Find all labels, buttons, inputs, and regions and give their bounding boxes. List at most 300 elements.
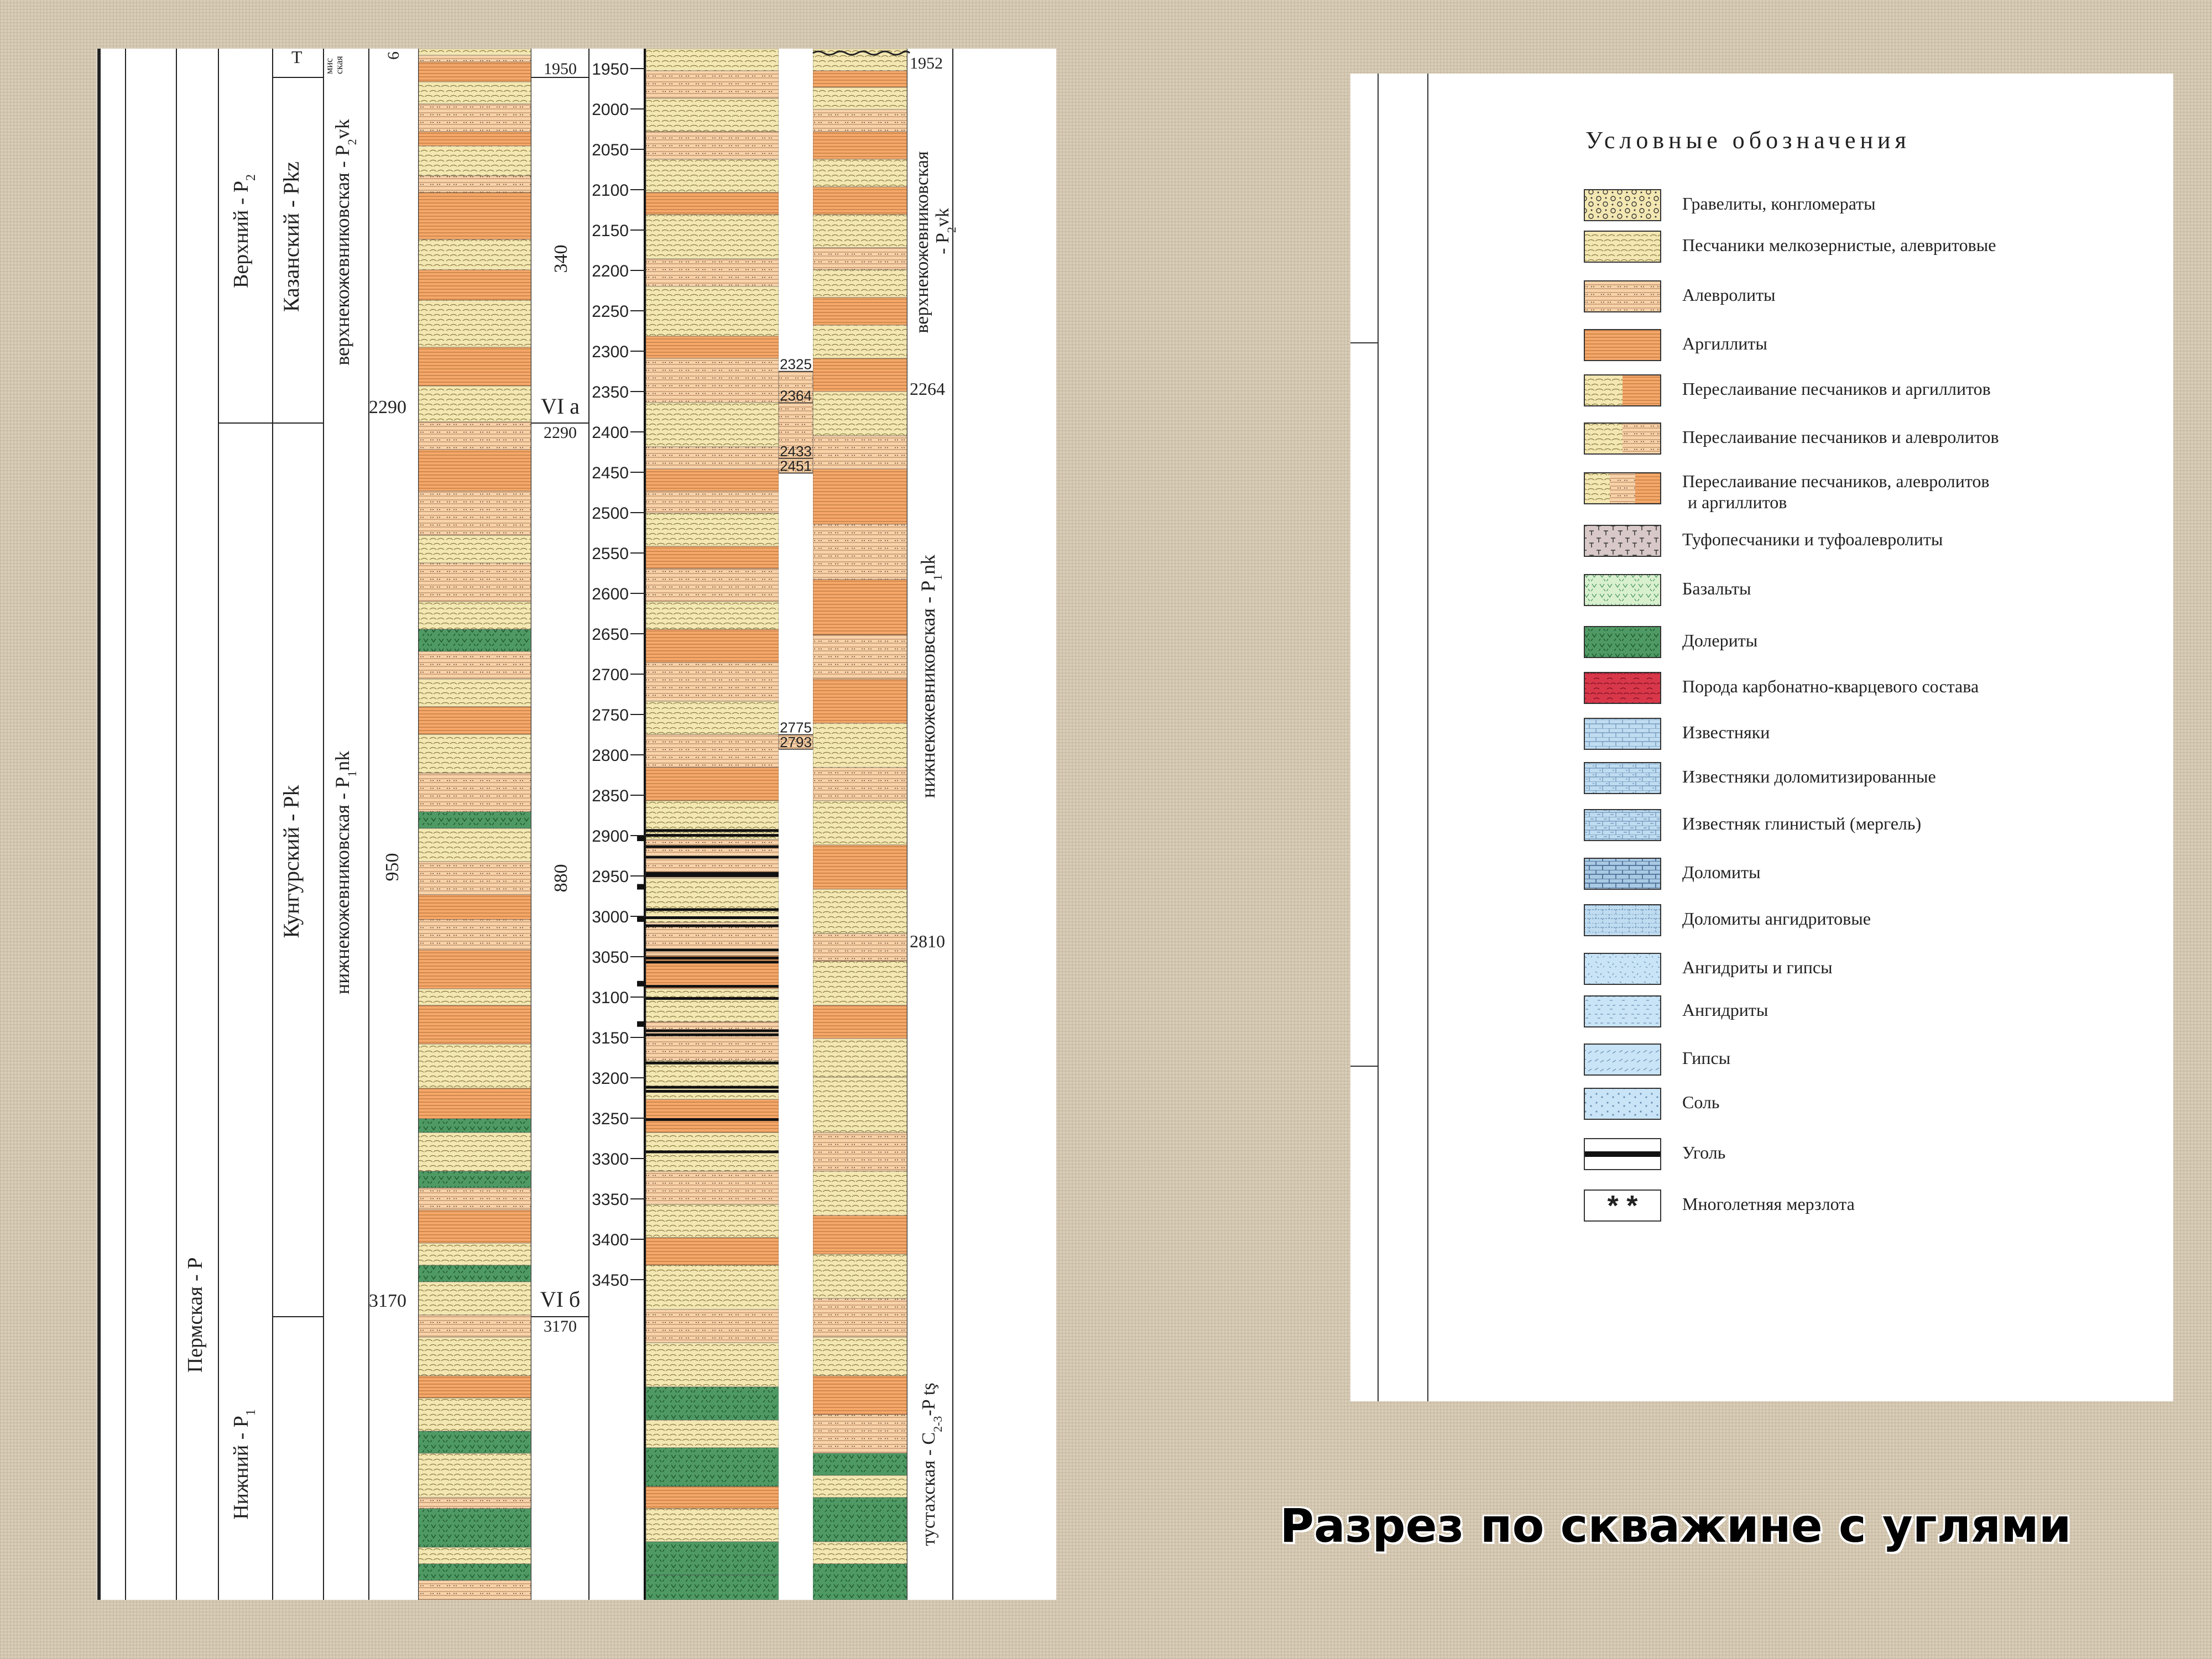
legend-label: Гравелиты, конгломераты: [1682, 194, 1876, 213]
legend-item: [1584, 763, 1936, 794]
lithology-layer: [646, 192, 779, 215]
legend-item: [1584, 996, 1768, 1027]
depth-tick-label: 3400: [592, 1231, 629, 1249]
lithology-layer: [646, 546, 779, 568]
depth-tick-label: 2150: [592, 222, 629, 240]
lithology-layer: [646, 49, 779, 71]
lithology-layer: [646, 1486, 779, 1509]
lithology-layer: [419, 989, 531, 1005]
legend-item: [1584, 375, 1991, 406]
coal-seam: [646, 834, 779, 837]
depth-tick-label: 3200: [592, 1070, 629, 1088]
coal-seam: [646, 957, 779, 959]
legend-label: Долериты: [1682, 630, 1758, 650]
legend-item: [1584, 1190, 1855, 1222]
lithology-layer: [419, 773, 531, 812]
depth-tick-label: 2100: [592, 181, 629, 200]
lithology-layer: [646, 1061, 779, 1099]
borehole-section-diagram: [97, 49, 1056, 1600]
legend-item: [1584, 810, 1921, 841]
depth-tick-label: 2500: [592, 504, 629, 523]
legend-swatch: [1584, 281, 1661, 312]
lithology-layer: [646, 1343, 779, 1387]
lithology-column-2: [646, 49, 779, 1600]
depth-tick-label: 2200: [592, 262, 629, 280]
lithology-layer: [419, 629, 531, 651]
legend-swatch: [1584, 905, 1661, 936]
legend-label: Доломиты: [1682, 862, 1761, 882]
lithology-layer: [646, 602, 779, 629]
horizon-a-base: 2290: [544, 424, 577, 442]
legend-panel: [1350, 74, 2173, 1401]
lithology-layer: [813, 1453, 907, 1475]
depth-tick-label: 2250: [592, 302, 629, 321]
lithology-layer: [813, 1498, 907, 1542]
lithology-layer: [419, 1398, 531, 1431]
depth-tick-label: 3450: [592, 1271, 629, 1290]
legend-swatch: [1584, 718, 1661, 749]
lithology-layer: [813, 723, 907, 768]
lithology-layer: [813, 889, 907, 933]
legend-swatch: [1584, 1044, 1661, 1075]
lithology-layer: [813, 109, 907, 132]
lithology-layer: [419, 734, 531, 773]
legend-swatch: [1584, 810, 1661, 841]
lithology-layer: [646, 1387, 779, 1420]
lithology-column-3: [813, 49, 907, 1600]
coal-seam: [646, 829, 779, 832]
legend-label: Переслаивание песчаников, алевролитов: [1682, 471, 1990, 491]
legend-swatch: [1610, 473, 1635, 504]
legend-swatch: [1584, 672, 1661, 703]
lithology-layer: [813, 679, 907, 723]
lithology-layer: [419, 55, 531, 62]
coal-seam-spine: [637, 884, 646, 890]
lithology-layer: [646, 215, 779, 259]
lithology-layer: [419, 1547, 531, 1564]
coal-seam: [646, 846, 779, 848]
formation-vk-label: верхнекожевниковская - $P_2vk$: [331, 119, 359, 366]
lithology-layer: [813, 961, 907, 1005]
top-fragment-1: мис: [324, 58, 335, 74]
depth-tick-label: 2000: [592, 101, 629, 119]
lithology-layer: [419, 239, 531, 270]
lithology-layer: [813, 215, 907, 248]
horizon-a-thickness: 340: [551, 244, 571, 273]
lithology-layer: [419, 347, 531, 386]
lithology-layer: [646, 336, 779, 358]
coal-seam: [646, 961, 779, 963]
coal-seam: [646, 908, 779, 911]
legend-label: Аргиллиты: [1682, 333, 1767, 353]
thickness-fragment: 6: [384, 51, 403, 60]
legend-item: [1584, 1088, 1719, 1119]
well2-formation-ts: тустахская - $С_{2-3}-P$ tş: [919, 1383, 945, 1546]
stage-top-fragment: Т: [291, 49, 302, 67]
slide-caption: Разрез по скважине с углями: [1280, 1499, 2072, 1553]
horizon-top: 1950: [544, 60, 577, 78]
lithology-layer: [419, 1210, 531, 1243]
coal-seam: [646, 1034, 779, 1036]
depth-tick-label: 2400: [592, 424, 629, 442]
legend-item: [1584, 1139, 1725, 1170]
lithology-layer: [419, 920, 531, 950]
lithology-layer: [419, 1337, 531, 1376]
coal-seam: [646, 1150, 779, 1153]
well2-vk-base: 2264: [910, 379, 945, 399]
legend-label: Песчаники мелкозернистые, алевритовые: [1682, 235, 1996, 255]
legend-swatch: [1584, 330, 1661, 361]
legend-item: [1584, 231, 1996, 262]
legend-swatch: [1584, 473, 1610, 504]
lithology-layer: [646, 513, 779, 546]
lithology-layer: [646, 768, 779, 801]
coal-swatch-band: [1584, 1151, 1661, 1157]
lithology-layer: [813, 1215, 907, 1254]
well2-formation-nk: нижнекожевниковская - $P_1nk$: [917, 554, 945, 799]
legend-diagram: [1350, 74, 2173, 1401]
lithology-layer: [419, 1282, 531, 1315]
lithology-layer: [646, 491, 779, 513]
coal-seam: [646, 916, 779, 919]
borehole-section-panel: [97, 49, 1056, 1600]
series-lower-label: Нижний - $P_1$: [229, 1409, 258, 1520]
depth-tick-label: 3150: [592, 1029, 629, 1047]
lithology-layer: [419, 62, 531, 82]
lithology-layer: [419, 1315, 531, 1337]
legend-label: Гипсы: [1682, 1048, 1731, 1068]
lithology-layer: [419, 1431, 531, 1453]
coal-seam: [646, 1062, 779, 1065]
legend-label: Доломиты ангидритовые: [1682, 909, 1871, 928]
depth-tick-label: 2550: [592, 545, 629, 563]
lithology-layer: [646, 801, 779, 839]
legend-item: [1584, 858, 1761, 889]
lithology-layer: [419, 270, 531, 300]
lithology-layer: [646, 447, 779, 469]
stage-kungur-label: Кунгурский - Pk: [279, 785, 304, 938]
coal-seam: [646, 872, 779, 875]
lithology-layer: [813, 71, 907, 87]
lithology-layer: [813, 1337, 907, 1376]
legend-item: [1584, 330, 1767, 361]
legend-label: Базальты: [1682, 578, 1751, 598]
lithology-layer: [419, 679, 531, 707]
lithology-layer: [419, 602, 531, 629]
lithology-layer: [813, 132, 907, 159]
lithology-layer: [813, 436, 907, 469]
thickness-950: 950: [382, 853, 403, 881]
legend-swatch: [1584, 996, 1661, 1027]
legend-swatch: [1584, 858, 1661, 889]
lithology-layer: [419, 176, 531, 192]
lithology-layer: [646, 1099, 779, 1133]
lithology-layer: [646, 568, 779, 602]
lithology-layer: [419, 1171, 531, 1188]
lithology-layer: [646, 98, 779, 132]
lithology-layer: [646, 1420, 779, 1448]
horizon-a-label: VI а: [541, 394, 580, 419]
well2-top: 1952: [910, 54, 943, 72]
lithology-layer: [813, 248, 907, 270]
lithology-layer: [646, 358, 779, 403]
gap-mark-label: 2325: [780, 356, 812, 373]
lithology-layer: [646, 1448, 779, 1486]
legend-swatch: [1584, 1088, 1661, 1119]
lithology-layer: [419, 1005, 531, 1044]
lithology-layer: [419, 1580, 531, 1600]
lithology-layer: [419, 491, 531, 535]
lithology-layer: [646, 1022, 779, 1061]
lithology-layer: [419, 104, 531, 132]
legend-label: Соль: [1682, 1092, 1720, 1112]
coal-seam: [646, 925, 779, 927]
legend-item: [1584, 423, 1999, 454]
lithology-layer: [419, 1133, 531, 1171]
lithology-layer: [813, 325, 907, 358]
legend-item: [1584, 672, 1979, 703]
depth-tick-label: 2450: [592, 464, 629, 482]
legend-label-line2: и аргиллитов: [1688, 492, 1787, 512]
legend-label: Переслаивание песчаников и аргиллитов: [1682, 379, 1991, 399]
lithology-layer: [646, 989, 779, 1022]
coal-seam-spine: [637, 981, 646, 987]
legend-label: Туфопесчаники и туфоалевролиты: [1682, 529, 1943, 549]
legend-label: Известняки: [1682, 722, 1770, 742]
well2-nk-base: 2810: [910, 931, 945, 951]
gap-mark-label: 2775: [780, 719, 812, 736]
formation-nk-label: нижнекожевниковская - $P_1nk$: [331, 750, 359, 995]
lithology-layer: [813, 768, 907, 801]
lithology-layer: [813, 298, 907, 325]
lithology-layer: [419, 895, 531, 920]
system-label: Пермская - Р: [184, 1257, 207, 1373]
lithology-layer: [813, 1376, 907, 1415]
lithology-layer: [646, 701, 779, 734]
series-upper-label: Верхний - $P_2$: [229, 174, 258, 289]
depth-tick-label: 3250: [592, 1110, 629, 1128]
lithology-layer: [813, 1475, 907, 1498]
legend-swatch: [1584, 763, 1661, 794]
coal-seam: [646, 1086, 779, 1089]
coal-seam: [646, 856, 779, 859]
lithology-layer: [646, 159, 779, 192]
lithology-layer: [813, 580, 907, 635]
legend-swatch: [1584, 627, 1661, 658]
lithology-layer: [646, 1204, 779, 1238]
lithology-layer: [419, 132, 531, 146]
lithology-layer: [646, 1310, 779, 1343]
lithology-layer: [813, 1254, 907, 1298]
legend-label: Ангидриты: [1682, 1000, 1768, 1020]
lithology-layer: [419, 862, 531, 895]
lithology-layer: [419, 1243, 531, 1265]
depth-tick-label: 3300: [592, 1150, 629, 1168]
horizon-b-label: VI б: [540, 1287, 581, 1312]
lithology-layer: [646, 1171, 779, 1204]
lithology-layer: [813, 469, 907, 524]
lithology-layer: [419, 1088, 531, 1119]
lithology-layer: [646, 469, 779, 491]
depth-tick-label: 2350: [592, 383, 629, 401]
legend-label: Переслаивание песчаников и алевролитов: [1682, 427, 1999, 447]
depth-tick-label: 3000: [592, 908, 629, 926]
lithology-layer: [419, 950, 531, 989]
gap-mark-label: 2793: [780, 733, 812, 750]
coal-seam: [646, 1090, 779, 1093]
lithology-layer: [419, 651, 531, 679]
legend-item: [1584, 905, 1871, 936]
legend-label: Известняки доломитизированные: [1682, 766, 1936, 786]
coal-seam-spine: [637, 916, 646, 922]
legend-item: [1584, 525, 1943, 556]
lithology-layer: [646, 259, 779, 286]
depth-tick-label: 2700: [592, 666, 629, 684]
lithology-layer: [646, 1509, 779, 1542]
lithology-layer: [646, 1238, 779, 1265]
legend-label: Уголь: [1682, 1142, 1726, 1162]
coal-seam: [646, 1029, 779, 1032]
lithology-layer: [419, 192, 531, 239]
horizon-b-base: 3170: [544, 1317, 577, 1335]
lithology-layer: [813, 1171, 907, 1215]
depth-tick-label: 3100: [592, 989, 629, 1007]
legend-item: [1584, 471, 1990, 512]
coal-seam: [646, 1118, 779, 1121]
thickness-2290: 2290: [369, 397, 406, 418]
legend-swatch: [1623, 423, 1661, 454]
lithology-layer: [813, 1133, 907, 1171]
lithology-layer: [813, 1077, 907, 1133]
lithology-layer: [813, 358, 907, 392]
stage-kazan-label: Казанский - Pkz: [279, 161, 304, 312]
legend-item: [1584, 575, 1751, 606]
legend-items: [1584, 190, 1999, 1222]
depth-tick-label: 2800: [592, 747, 629, 765]
gap-mark-label: 2451: [780, 457, 812, 474]
gap-mark-label: 2364: [780, 387, 812, 404]
legend-swatch: [1584, 231, 1661, 262]
lithology-layer: [646, 1575, 779, 1600]
depth-tick-label: 3350: [592, 1191, 629, 1209]
lithology-layer: [646, 734, 779, 768]
lithology-layer: [813, 845, 907, 889]
lithology-layer: [646, 71, 779, 98]
lithology-layer: [419, 1376, 531, 1398]
lithology-layer: [419, 707, 531, 734]
legend-swatch: [1635, 473, 1661, 504]
lithology-layer: [646, 1265, 779, 1310]
lithology-layer: [813, 524, 907, 580]
top-fragment-2: ская: [333, 56, 345, 74]
coal-seam-spine: [637, 1021, 646, 1027]
depth-tick-label: 3050: [592, 948, 629, 967]
lithology-layer: [813, 933, 907, 961]
lithology-layer: [813, 270, 907, 298]
legend-label: Ангидриты и гипсы: [1682, 957, 1833, 977]
depth-tick-label: 2850: [592, 787, 629, 805]
coal-seam: [646, 948, 779, 951]
legend-swatch: [1584, 190, 1661, 221]
lithology-column-1: [419, 49, 531, 1600]
legend-label: Порода карбонатно-кварцевого состава: [1682, 676, 1979, 696]
legend-item: [1584, 627, 1757, 658]
depth-tick-label: 2950: [592, 868, 629, 886]
depth-tick-label: 2600: [592, 585, 629, 603]
gap-column-bg: [779, 49, 813, 1600]
depth-tick-label: 2050: [592, 141, 629, 159]
lithology-layer: [646, 629, 779, 662]
lithology-layer: [646, 403, 779, 447]
lithology-layer: [813, 187, 907, 215]
lithology-layer: [419, 300, 531, 347]
depth-tick-label: 2300: [592, 343, 629, 361]
legend-swatch: [1584, 423, 1623, 454]
lithology-layer: [419, 422, 531, 450]
legend-label: Алевролиты: [1682, 285, 1776, 305]
lithology-layer: [813, 87, 907, 109]
horizon-b-thickness: 880: [551, 864, 571, 893]
well2-formation-vk-2: - $P_2vk$: [932, 208, 958, 254]
legend-swatch: [1584, 375, 1623, 406]
lithology-layer: [646, 286, 779, 336]
lithology-layer: [419, 812, 531, 828]
lithology-layer: [419, 1498, 531, 1509]
lithology-layer: [419, 1265, 531, 1282]
lithology-layer: [646, 1542, 779, 1575]
lithology-layer: [813, 392, 907, 436]
legend-item: [1584, 281, 1776, 312]
coal-seam-spine: [637, 836, 646, 841]
legend-item: [1584, 190, 1876, 221]
lithology-layer: [419, 1564, 531, 1580]
lithology-layer: [419, 563, 531, 602]
legend-item: [1584, 718, 1770, 749]
well2-formation-vk-1: верхнекожевниковская: [912, 151, 932, 333]
lithology-layer: [419, 82, 531, 104]
lithology-layer: [419, 1044, 531, 1088]
lithology-layer: [813, 1298, 907, 1337]
legend-swatch: [1584, 575, 1661, 606]
lithology-layer: [646, 878, 779, 922]
depth-tick-label: 1950: [592, 60, 629, 79]
coal-seam: [646, 874, 779, 877]
lithology-layer: [419, 1453, 531, 1498]
lithology-layer: [419, 535, 531, 563]
legend-swatch: [1584, 525, 1661, 556]
coal-seam: [646, 985, 779, 988]
lithology-layer: [646, 662, 779, 701]
legend-title: Условные обозначения: [1585, 127, 1911, 154]
lithology-layer: [813, 159, 907, 187]
depth-tick-label: 2750: [592, 706, 629, 724]
legend-swatch: [1584, 953, 1661, 984]
lithology-layer: [813, 1039, 907, 1077]
legend-label: Известняк глинистый (мергель): [1682, 813, 1922, 833]
depth-tick-label: 2650: [592, 625, 629, 644]
lithology-layer: [813, 801, 907, 845]
coal-seam: [646, 997, 779, 1000]
legend-label: Многолетняя мерзлота: [1682, 1194, 1855, 1214]
lithology-layer: [646, 132, 779, 159]
lithology-layer: [419, 386, 531, 422]
thickness-3170: 3170: [369, 1291, 406, 1311]
lithology-layer: [813, 1415, 907, 1453]
legend-swatch: [1623, 375, 1661, 406]
lithology-layer: [813, 635, 907, 679]
lithology-layer: [813, 1542, 907, 1564]
legend-item: [1584, 1044, 1730, 1075]
